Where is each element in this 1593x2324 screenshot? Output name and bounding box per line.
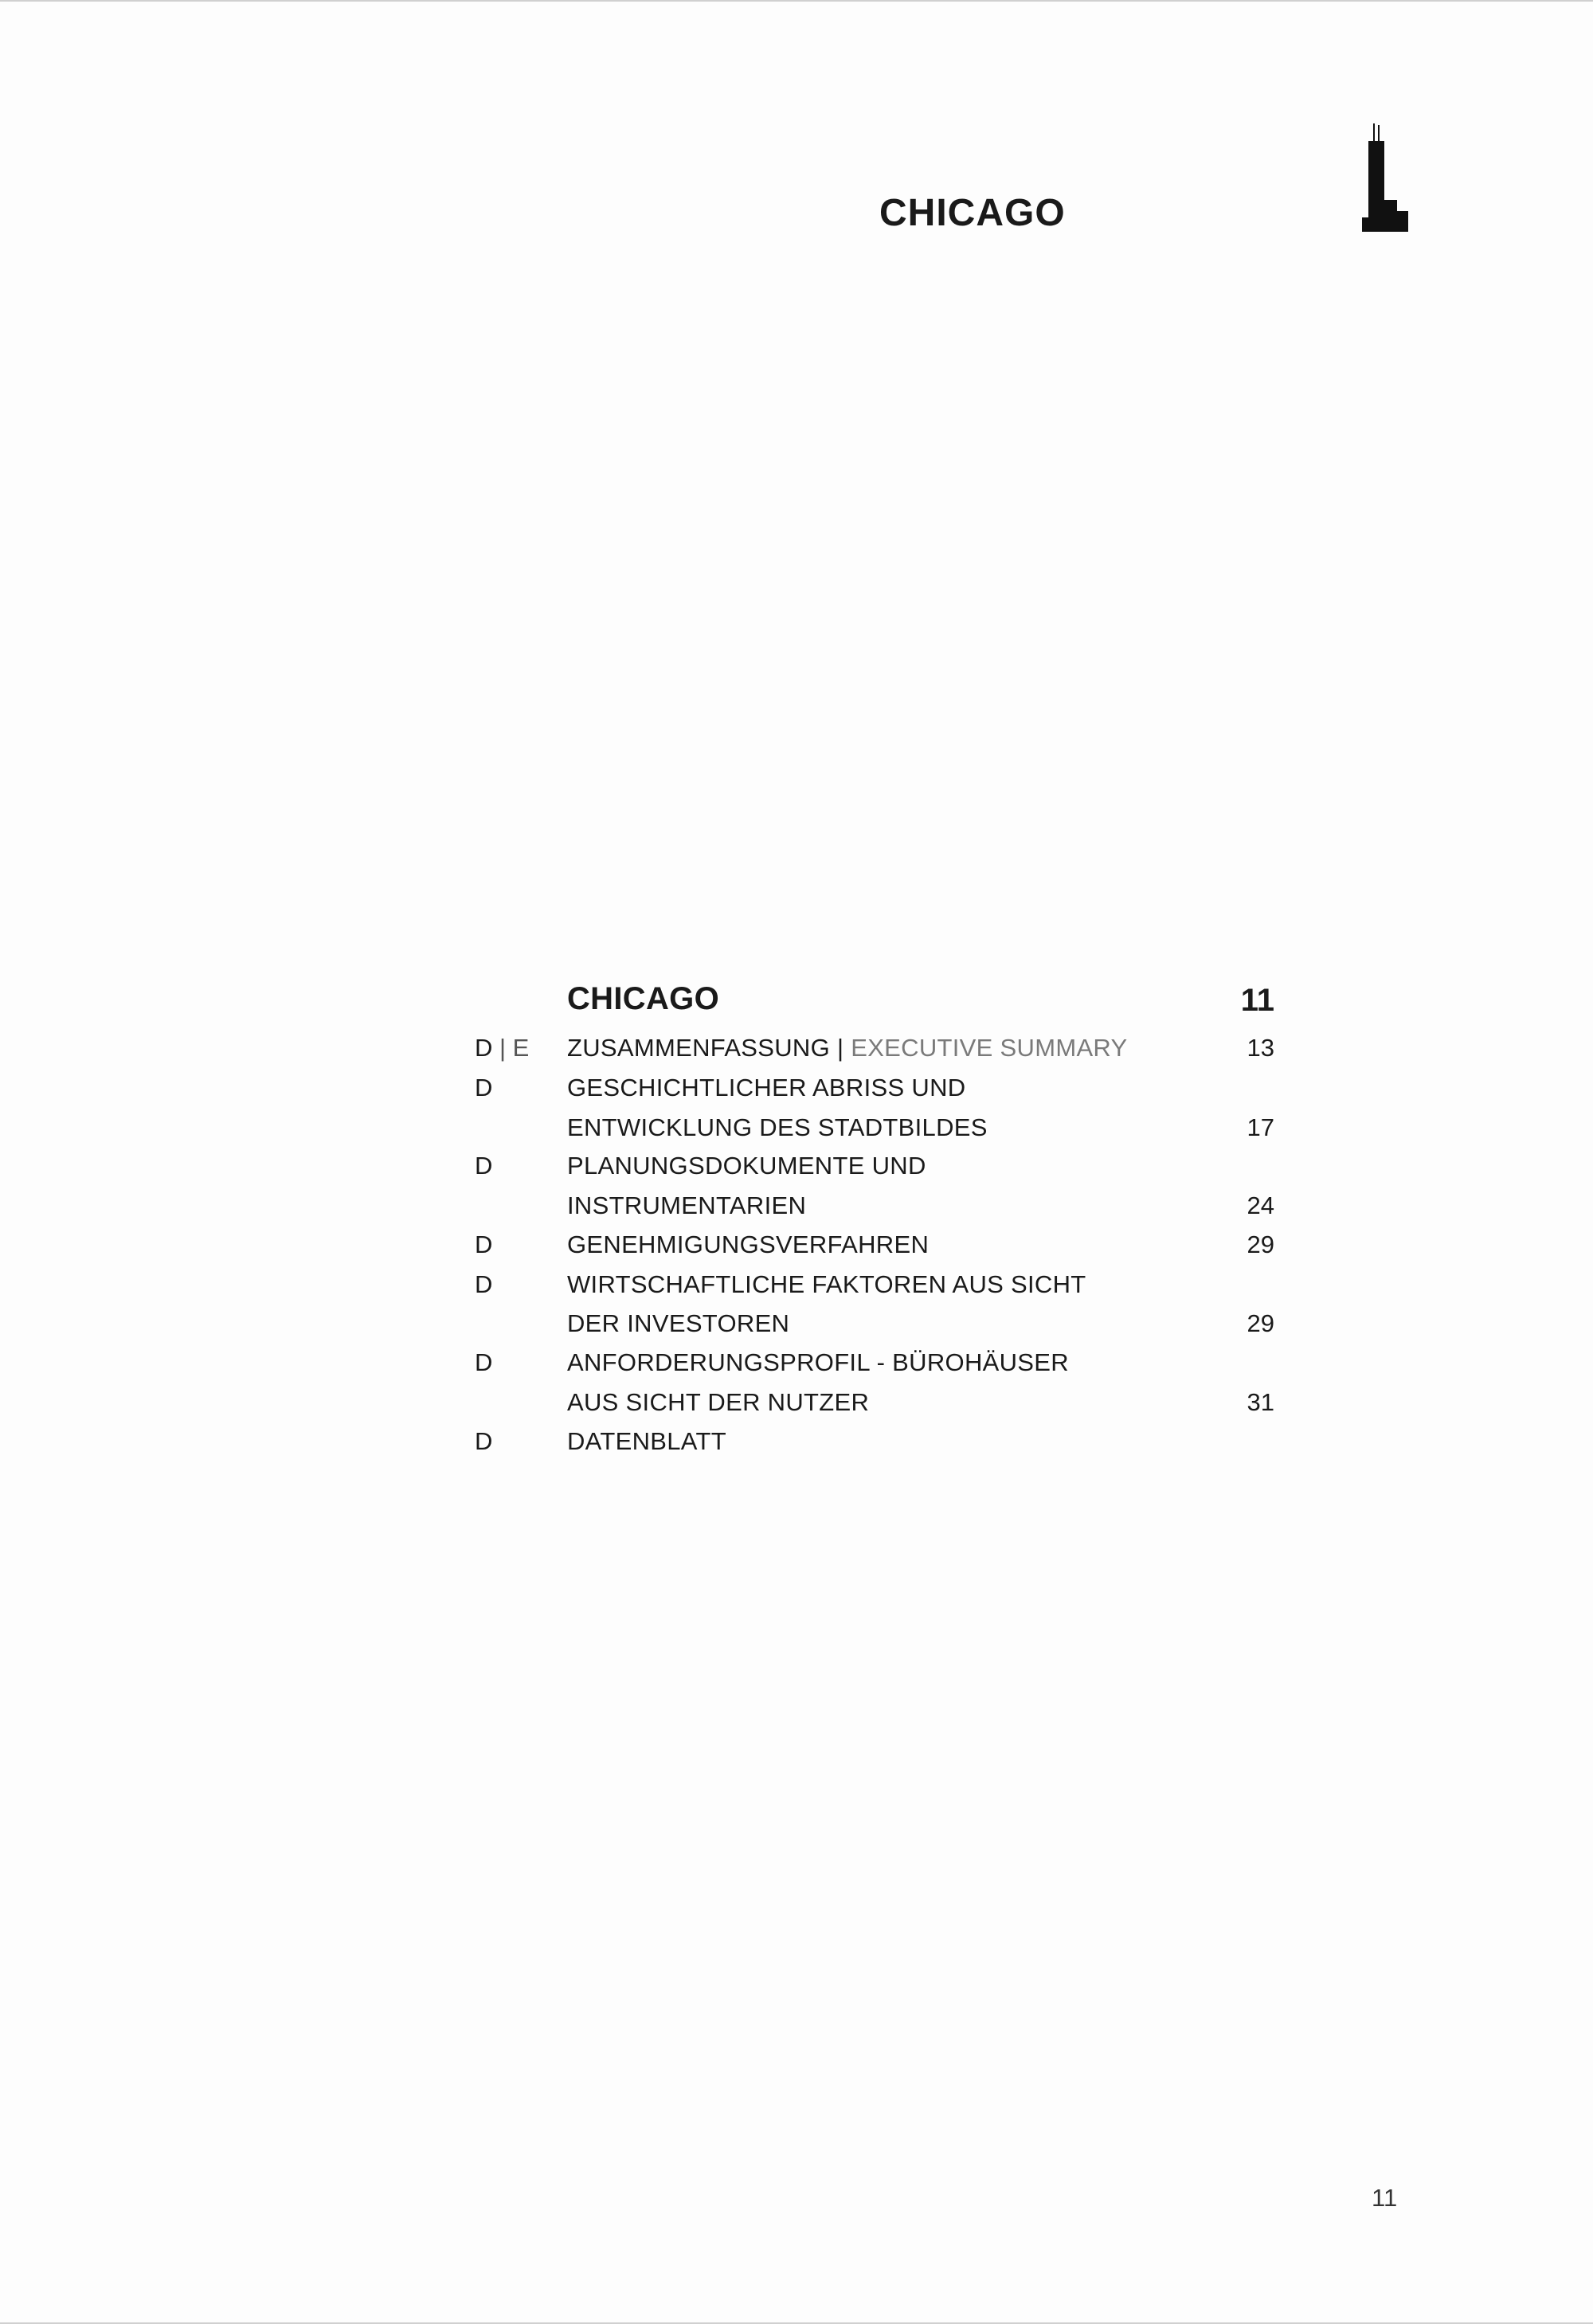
- toc-entry-continuation[interactable]: [475, 1113, 1274, 1153]
- toc-entry-title: PLANUNGSDOKUMENTE UND: [567, 1152, 926, 1180]
- toc-entry[interactable]: [475, 1074, 1274, 1113]
- toc-entry[interactable]: [475, 1230, 1274, 1270]
- toc-entry[interactable]: [475, 1348, 1274, 1388]
- toc-language: D: [475, 1427, 493, 1455]
- toc-entry[interactable]: [475, 1270, 1274, 1310]
- toc-entry[interactable]: [475, 1034, 1274, 1074]
- toc-entry-title: WIRTSCHAFTLICHE FAKTOREN AUS SICHT: [567, 1270, 1086, 1298]
- toc-entry-page: 31: [1247, 1388, 1274, 1416]
- toc-main-entry[interactable]: [475, 981, 1274, 1026]
- footer-page-number: 11: [1372, 2184, 1398, 2212]
- toc-entry-continuation[interactable]: [475, 1388, 1274, 1428]
- page-title: CHICAGO: [879, 192, 1066, 234]
- toc-main-title: CHICAGO: [567, 981, 719, 1016]
- toc-entry-page: 29: [1247, 1309, 1274, 1337]
- toc-entry[interactable]: [475, 1152, 1274, 1191]
- toc-entry-title: GENEHMIGUNGSVERFAHREN: [567, 1230, 930, 1258]
- toc-entry-page: 17: [1247, 1113, 1274, 1141]
- toc-entry-title: ZUSAMMENFASSUNG | EXECUTIVE SUMMARY: [567, 1034, 1128, 1062]
- toc-language: D | E: [475, 1034, 530, 1062]
- toc-entry-continuation[interactable]: [475, 1191, 1274, 1231]
- toc-entry-continuation[interactable]: [475, 1309, 1274, 1349]
- toc-entry-title: AUS SICHT DER NUTZER: [567, 1388, 870, 1416]
- toc-language: D: [475, 1270, 493, 1298]
- toc-language: D: [475, 1348, 493, 1376]
- toc-entry-title: DER INVESTOREN: [567, 1309, 790, 1337]
- skyscraper-skyline-icon: [1360, 123, 1410, 232]
- toc-entry-page: 13: [1247, 1034, 1274, 1062]
- toc-entry-title: GESCHICHTLICHER ABRISS UND: [567, 1074, 966, 1101]
- toc-entry-page: 29: [1247, 1230, 1274, 1258]
- toc-entry-page: 24: [1247, 1191, 1274, 1219]
- toc-entry-title: INSTRUMENTARIEN: [567, 1191, 807, 1219]
- toc-language: D: [475, 1074, 493, 1101]
- toc-entry-title: ENTWICKLUNG DES STADTBILDES: [567, 1113, 988, 1141]
- toc-language: D: [475, 1230, 493, 1258]
- toc-entry-title: ANFORDERUNGSPROFIL - BÜROHÄUSER: [567, 1348, 1069, 1376]
- toc-language: D: [475, 1152, 493, 1180]
- toc-main-page: 11: [1240, 983, 1274, 1018]
- toc-entry-title: DATENBLATT: [567, 1427, 726, 1455]
- toc-entry[interactable]: [475, 1427, 1274, 1467]
